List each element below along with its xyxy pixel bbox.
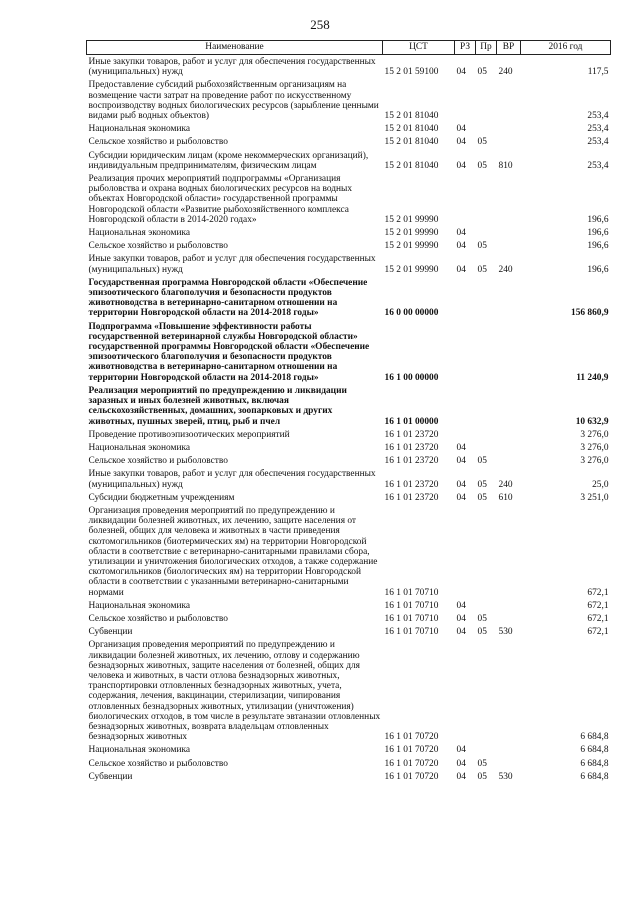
table-row <box>87 226 611 239</box>
row-cst: 15 2 01 59100 <box>384 67 439 78</box>
row-amount: 11 240,9 <box>576 372 609 383</box>
row-pr <box>476 428 497 441</box>
row-cst: 15 2 01 99990 <box>384 241 439 252</box>
row-amount: 6 684,8 <box>580 732 609 743</box>
row-vr: 240 <box>498 479 513 490</box>
row-rz: 04 <box>456 67 466 78</box>
row-amount: 3 276,0 <box>580 442 609 453</box>
header-name: Наименование <box>87 41 383 55</box>
table-row <box>87 384 611 428</box>
row-pr <box>476 384 497 428</box>
row-amount: 117,5 <box>587 67 609 78</box>
row-vr: 810 <box>498 160 513 171</box>
row-rz: 04 <box>456 160 466 171</box>
row-rz: 04 <box>456 241 466 252</box>
row-name: Подпрограмма «Повышение эффективности работы государственной ветеринарной службы Новгородской области» государственной программы Новгородской области «Обеспечение эпизоотического благополучия и безопасности продуктов животноводства в ветеринарно-санитарном отношении на территории Новгородской области на 2014-2018 годы» <box>88 321 370 383</box>
row-amount: 156 860,9 <box>571 308 609 319</box>
row-cst: 16 1 01 70710 <box>384 613 439 624</box>
row-amount: 253,4 <box>587 124 609 135</box>
table-header <box>87 41 611 55</box>
row-name: Реализация мероприятий по предупреждению и ликвидации заразных и иных болезней животных, включая сельскохозяйственных, домашних, зоопарковых и других животных, пушных зверей, птиц, рыб и пчел <box>88 385 347 427</box>
row-amount: 6 684,8 <box>580 745 609 756</box>
row-pr: 05 <box>477 456 487 467</box>
row-vr: 240 <box>498 67 513 78</box>
row-rz <box>455 384 476 428</box>
row-amount: 672,1 <box>587 600 609 611</box>
row-pr <box>476 226 497 239</box>
row-amount: 196,6 <box>587 241 609 252</box>
row-amount: 6 684,8 <box>580 758 609 769</box>
row-rz <box>455 320 476 384</box>
row-pr: 05 <box>477 264 487 275</box>
row-name: Национальная экономика <box>88 228 191 239</box>
row-vr <box>497 135 521 148</box>
table-row <box>87 625 611 638</box>
row-pr <box>476 743 497 756</box>
row-rz: 04 <box>456 124 466 135</box>
row-pr <box>476 78 497 122</box>
row-vr <box>497 441 521 454</box>
header-pr: Пр <box>476 41 497 55</box>
row-cst: 16 1 01 23720 <box>384 456 439 467</box>
row-name: Национальная экономика <box>88 745 191 756</box>
row-amount: 6 684,8 <box>580 771 609 782</box>
row-amount: 253,4 <box>587 111 609 122</box>
row-amount: 196,6 <box>587 264 609 275</box>
row-vr <box>497 78 521 122</box>
row-cst: 15 2 01 81040 <box>384 124 439 135</box>
row-cst: 16 1 01 70720 <box>384 758 439 769</box>
table-row <box>87 743 611 756</box>
row-cst: 15 2 01 99990 <box>384 228 439 239</box>
table-row <box>87 612 611 625</box>
row-pr <box>476 504 497 599</box>
row-rz: 04 <box>456 745 466 756</box>
row-name: Национальная экономика <box>88 442 191 453</box>
row-rz: 04 <box>456 492 466 503</box>
table-row <box>87 55 611 79</box>
row-rz: 04 <box>456 627 466 638</box>
row-cst: 16 1 01 70720 <box>384 771 439 782</box>
row-pr <box>476 172 497 226</box>
row-name: Сельское хозяйство и рыболовство <box>88 456 228 467</box>
row-amount: 25,0 <box>592 479 609 490</box>
row-rz <box>455 78 476 122</box>
header-cst: ЦСТ <box>383 41 455 55</box>
row-cst: 16 1 01 23720 <box>384 492 439 503</box>
row-cst: 15 2 01 81040 <box>384 111 439 122</box>
row-name: Субвенции <box>88 771 133 782</box>
table-row <box>87 252 611 275</box>
row-amount: 196,6 <box>587 214 609 225</box>
row-pr <box>476 122 497 135</box>
row-amount: 3 251,0 <box>580 492 609 503</box>
row-name: Субсидии бюджетным учреждениям <box>88 492 235 503</box>
row-pr: 05 <box>477 492 487 503</box>
row-amount: 3 276,0 <box>580 456 609 467</box>
table-row <box>87 467 611 490</box>
row-cst: 16 1 01 00000 <box>384 416 439 427</box>
row-vr <box>497 504 521 599</box>
row-vr <box>497 384 521 428</box>
row-pr: 05 <box>477 758 487 769</box>
row-cst: 16 1 01 23720 <box>384 442 439 453</box>
row-vr <box>497 172 521 226</box>
row-pr <box>476 599 497 612</box>
row-cst: 16 1 00 00000 <box>384 372 439 383</box>
row-amount: 196,6 <box>587 228 609 239</box>
row-name: Сельское хозяйство и рыболовство <box>88 758 228 769</box>
row-amount: 253,4 <box>587 160 609 171</box>
row-cst: 16 1 01 70710 <box>384 587 439 598</box>
table-row <box>87 504 611 599</box>
header-row <box>87 41 611 55</box>
table-row <box>87 239 611 252</box>
row-cst: 15 2 01 99990 <box>384 264 439 275</box>
row-name: Государственная программа Новгородской области «Обеспечение эпизоотического благополучия и безопасности продуктов животноводства в ветеринарно-санитарном отношении на территории Новгородской области на 2014-2018 годы» <box>88 277 368 319</box>
row-cst: 16 1 01 23720 <box>384 479 439 490</box>
row-rz: 04 <box>456 264 466 275</box>
row-rz: 04 <box>456 600 466 611</box>
row-pr <box>476 320 497 384</box>
row-cst: 15 2 01 81040 <box>384 137 439 148</box>
row-pr <box>476 441 497 454</box>
table-row <box>87 276 611 320</box>
row-rz: 04 <box>456 137 466 148</box>
table-row <box>87 770 611 783</box>
row-name: Национальная экономика <box>88 124 191 135</box>
row-vr <box>497 454 521 467</box>
row-amount: 10 632,9 <box>575 416 609 427</box>
row-rz: 04 <box>456 479 466 490</box>
row-rz: 04 <box>456 771 466 782</box>
row-pr: 05 <box>477 67 487 78</box>
header-rz: РЗ <box>455 41 476 55</box>
row-amount: 672,1 <box>587 627 609 638</box>
row-cst: 16 0 00 00000 <box>384 308 439 319</box>
row-vr <box>497 276 521 320</box>
table-row <box>87 428 611 441</box>
row-rz <box>455 428 476 441</box>
row-pr <box>476 276 497 320</box>
table-row <box>87 638 611 743</box>
row-name: Сельское хозяйство и рыболовство <box>88 613 228 624</box>
row-cst: 16 1 01 70720 <box>384 745 439 756</box>
row-name: Проведение противоэпизоотических мероприятий <box>88 429 290 440</box>
row-cst: 16 1 01 70710 <box>384 600 439 611</box>
row-name: Реализация прочих мероприятий подпрограммы «Организация рыболовства и охрана водных биологических ресурсов на водных объектах Новгородской области» государственной программы Новгородской области «Развитие рыбохозяйственного комплекса Новгородской области в 2014-2020 годах» <box>88 174 353 225</box>
row-vr: 530 <box>498 627 513 638</box>
row-vr <box>497 428 521 441</box>
row-name: Субсидии юридическим лицам (кроме некоммерческих организаций), индивидуальным предпринимателям, физическим лицам <box>88 150 369 171</box>
row-name: Организация проведения мероприятий по предупреждению и ликвидации болезней животных, их лечению, защите населения от болезней, общих для человека и животных в части приведения скотомогильников (биотермических ям) на территории Новгородской области в соответствие с ветеринарно-санитарными правилами сбора, утилизации и уничтожения биологических отходов, а также содержание скотомогильников (биологических ям) на территории Новгородской области в соответствии с указанными ветеринарно-санитарными нормами <box>88 505 378 598</box>
table-row <box>87 441 611 454</box>
row-cst: 16 1 01 23720 <box>384 429 439 440</box>
row-cst: 16 1 01 70710 <box>384 627 439 638</box>
page-number: 258 <box>310 17 330 32</box>
row-cst: 15 2 01 99990 <box>384 214 439 225</box>
row-amount: 672,1 <box>587 587 609 598</box>
row-pr: 05 <box>477 479 487 490</box>
row-amount: 3 276,0 <box>580 429 609 440</box>
row-rz: 04 <box>456 613 466 624</box>
row-rz <box>455 638 476 743</box>
row-name: Организация проведения мероприятий по предупреждению и ликвидации болезней животных, их лечению, отлову и содержанию безнадзорных животных, защите населения от болезней, общих для человека и животных, в части отлова безнадзорных животных, транспортировки отловленных безнадзорных животных, учета, содержания, лечения, вакцинации, стерилизации, чипирования отловленных безнадзорных животных, утилизации (уничтожения) биологических отходов, в том числе в результате эвтаназии отловленных безнадзорных животных, возврата владельцам отловленных безнадзорных животных <box>88 640 381 743</box>
row-rz <box>455 504 476 599</box>
row-name: Иные закупки товаров, работ и услуг для обеспечения государственных (муниципальных) нужд <box>88 469 376 490</box>
budget-table <box>86 40 611 783</box>
table-row <box>87 599 611 612</box>
row-rz: 04 <box>456 228 466 239</box>
row-name: Сельское хозяйство и рыболовство <box>88 137 228 148</box>
row-rz: 04 <box>456 758 466 769</box>
table-row <box>87 757 611 770</box>
row-pr: 05 <box>477 137 487 148</box>
row-vr <box>497 757 521 770</box>
header-year: 2016 год <box>521 41 611 55</box>
row-rz: 04 <box>456 456 466 467</box>
row-name: Предоставление субсидий рыбохозяйственным организациям на возмещение части затрат на проведение работ по искусственному воспроизводству водных биологических ресурсов (зарыбление ценными видами рыб водных объектов) <box>88 80 379 122</box>
row-amount: 253,4 <box>587 137 609 148</box>
table-row <box>87 172 611 226</box>
table-body <box>87 55 611 784</box>
header-vr: ВР <box>497 41 521 55</box>
row-pr: 05 <box>477 241 487 252</box>
row-pr: 05 <box>477 771 487 782</box>
row-vr: 240 <box>498 264 513 275</box>
row-name: Иные закупки товаров, работ и услуг для обеспечения государственных (муниципальных) нужд <box>88 57 376 78</box>
table-row <box>87 135 611 148</box>
row-pr <box>476 638 497 743</box>
row-rz <box>455 276 476 320</box>
table-row <box>87 454 611 467</box>
row-name: Субвенции <box>88 627 133 638</box>
row-vr <box>497 320 521 384</box>
row-name: Иные закупки товаров, работ и услуг для обеспечения государственных (муниципальных) нужд <box>88 254 376 275</box>
row-pr: 05 <box>477 160 487 171</box>
row-name: Сельское хозяйство и рыболовство <box>88 241 228 252</box>
table-row <box>87 320 611 384</box>
table-row <box>87 491 611 504</box>
row-name: Национальная экономика <box>88 600 191 611</box>
row-rz <box>455 172 476 226</box>
row-vr: 610 <box>498 492 513 503</box>
row-amount: 672,1 <box>587 613 609 624</box>
row-vr <box>497 599 521 612</box>
row-vr: 530 <box>498 771 513 782</box>
row-vr <box>497 226 521 239</box>
row-pr: 05 <box>477 613 487 624</box>
row-cst: 16 1 01 70720 <box>384 732 439 743</box>
table-row <box>87 78 611 122</box>
row-vr <box>497 638 521 743</box>
row-vr <box>497 239 521 252</box>
row-pr: 05 <box>477 627 487 638</box>
row-vr <box>497 743 521 756</box>
row-vr <box>497 122 521 135</box>
row-rz: 04 <box>456 442 466 453</box>
row-vr <box>497 612 521 625</box>
row-cst: 15 2 01 81040 <box>384 160 439 171</box>
table-row <box>87 149 611 172</box>
table-row <box>87 122 611 135</box>
